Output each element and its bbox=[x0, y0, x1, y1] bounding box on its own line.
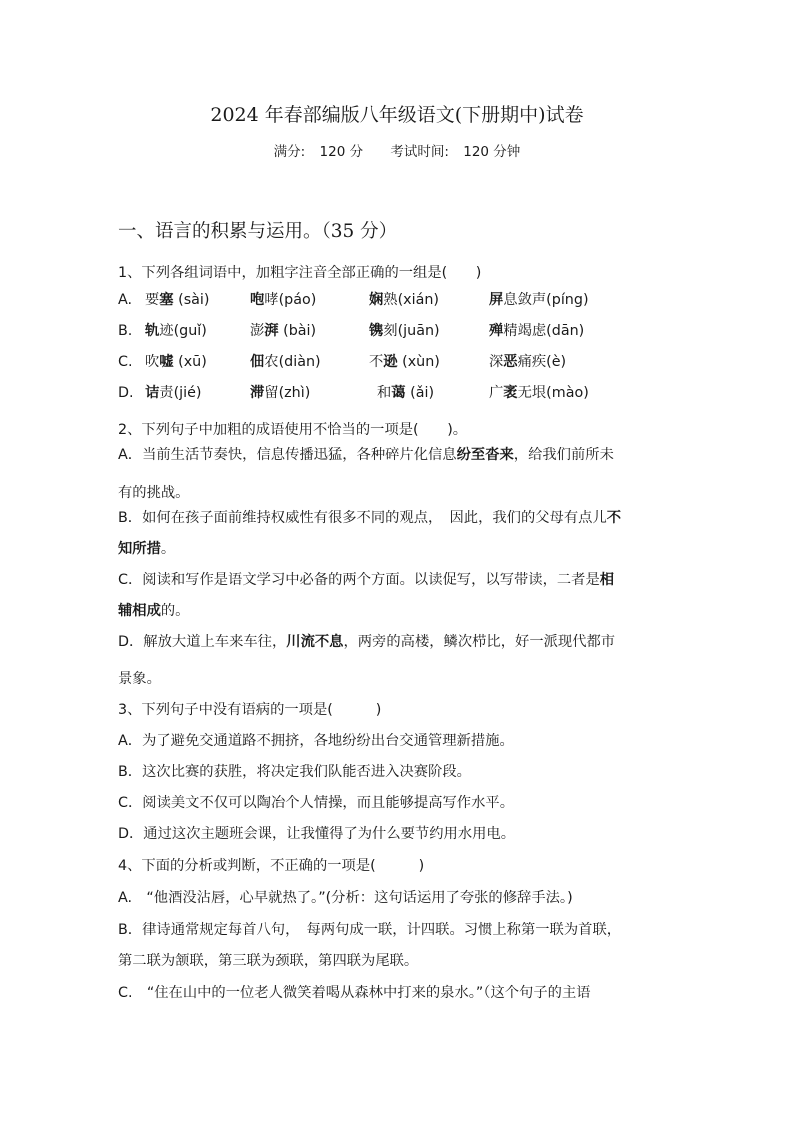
q1-row-b bbox=[118, 320, 678, 342]
section-heading: 一、语言的积累与运用。（35 分） bbox=[118, 221, 398, 242]
q4-option-c: C. “住在山中的一位老人微笑着喝从森林中打来的泉水。”（这个句子的主语 bbox=[118, 985, 591, 1001]
q1-row-d bbox=[118, 382, 678, 404]
score-label: 满分: bbox=[273, 144, 306, 160]
option-item: 不逊 (xùn) bbox=[369, 354, 440, 370]
row-label: C. bbox=[118, 354, 133, 370]
row-label: D. bbox=[118, 385, 134, 401]
option-item: 屏息敛声(píng) bbox=[489, 292, 589, 308]
q4-option-b: B．律诗通常规定每首八句， 每两句成一联，计四联。习惯上称第一联为首联， bbox=[118, 922, 622, 938]
q3-stem: 3、下列句子中没有语病的一项是( ) bbox=[118, 702, 382, 718]
q4-option-a: A. “他酒没沾唇，心早就热了。”(分析：这句话运用了夸张的修辞手法。) bbox=[118, 890, 573, 906]
q2-option-c-cont: 辅相成的。 bbox=[118, 603, 190, 619]
option-item: 诘责(jié) bbox=[145, 385, 202, 401]
option-item: 和蔼 (ǎi) bbox=[377, 385, 435, 401]
option-item: 吹嘘 (xū) bbox=[145, 354, 207, 370]
option-item: 镌刻(juān) bbox=[369, 323, 440, 339]
option-item: 广袤无垠(mào) bbox=[489, 385, 589, 401]
option-item: 轨迹(guǐ) bbox=[145, 323, 207, 339]
option-item: 佃农(diàn) bbox=[250, 354, 321, 370]
exam-title: 2024 年春部编版八年级语文(下册期中)试卷 bbox=[210, 104, 584, 126]
q2-option-d: D．解放大道上车来车往，川流不息，两旁的高楼，鳞次栉比，好一派现代都市 bbox=[118, 634, 616, 650]
q2-option-b-cont: 知所措。 bbox=[118, 541, 176, 557]
option-item: 娴熟(xián) bbox=[369, 292, 440, 308]
q4-option-b-cont: 第二联为颔联，第三联为颈联，第四联为尾联。 bbox=[118, 953, 419, 969]
time-label: 考试时间: bbox=[390, 144, 449, 160]
q1-stem: 1、下列各组词语中，加粗字注音全部正确的一组是( ) bbox=[118, 265, 482, 281]
q2-option-c: C．阅读和写作是语文学习中必备的两个方面。以读促写，以写带读，二者是相 bbox=[118, 572, 615, 588]
exam-meta bbox=[0, 141, 794, 163]
option-item: 滞留(zhì) bbox=[250, 385, 311, 401]
option-item: 深恶痛疾(è) bbox=[489, 354, 567, 370]
q3-option-a: A．为了避免交通道路不拥挤，各地纷纷出台交通管理新措施。 bbox=[118, 733, 514, 749]
q1-row-c bbox=[118, 351, 678, 373]
q2-stem: 2、下列句子中加粗的成语使用不恰当的一项是( )。 bbox=[118, 422, 468, 438]
option-item: 殚精竭虑(dān) bbox=[489, 323, 585, 339]
q3-option-c: C．阅读美文不仅可以陶冶个人情操，而且能够提高写作水平。 bbox=[118, 795, 514, 811]
option-item: 要塞 (sài) bbox=[145, 292, 210, 308]
q2-option-a-cont: 有的挑战。 bbox=[118, 485, 190, 501]
option-item: 澎湃 (bài) bbox=[250, 323, 317, 339]
q3-option-b: B．这次比赛的获胜，将决定我们队能否进入决赛阶段。 bbox=[118, 764, 471, 780]
score-value: 120 分 bbox=[319, 144, 364, 160]
q4-stem: 4、下面的分析或判断，不正确的一项是( ) bbox=[118, 858, 425, 874]
q3-option-d: D．通过这次主题班会课，让我懂得了为什么要节约用水用电。 bbox=[118, 826, 516, 842]
row-label: A. bbox=[118, 292, 133, 308]
row-label: B. bbox=[118, 323, 133, 339]
q2-option-b: B．如何在孩子面前维持权威性有很多不同的观点， 因此，我们的父母有点儿不 bbox=[118, 510, 622, 526]
option-item: 咆哮(páo) bbox=[250, 292, 317, 308]
q2-option-a: A．当前生活节奏快，信息传播迅猛，各种碎片化信息纷至沓来，给我们前所未 bbox=[118, 447, 614, 463]
time-value: 120 分钟 bbox=[463, 144, 521, 160]
q1-row-a bbox=[118, 289, 678, 311]
q2-option-d-cont: 景象。 bbox=[118, 671, 161, 687]
